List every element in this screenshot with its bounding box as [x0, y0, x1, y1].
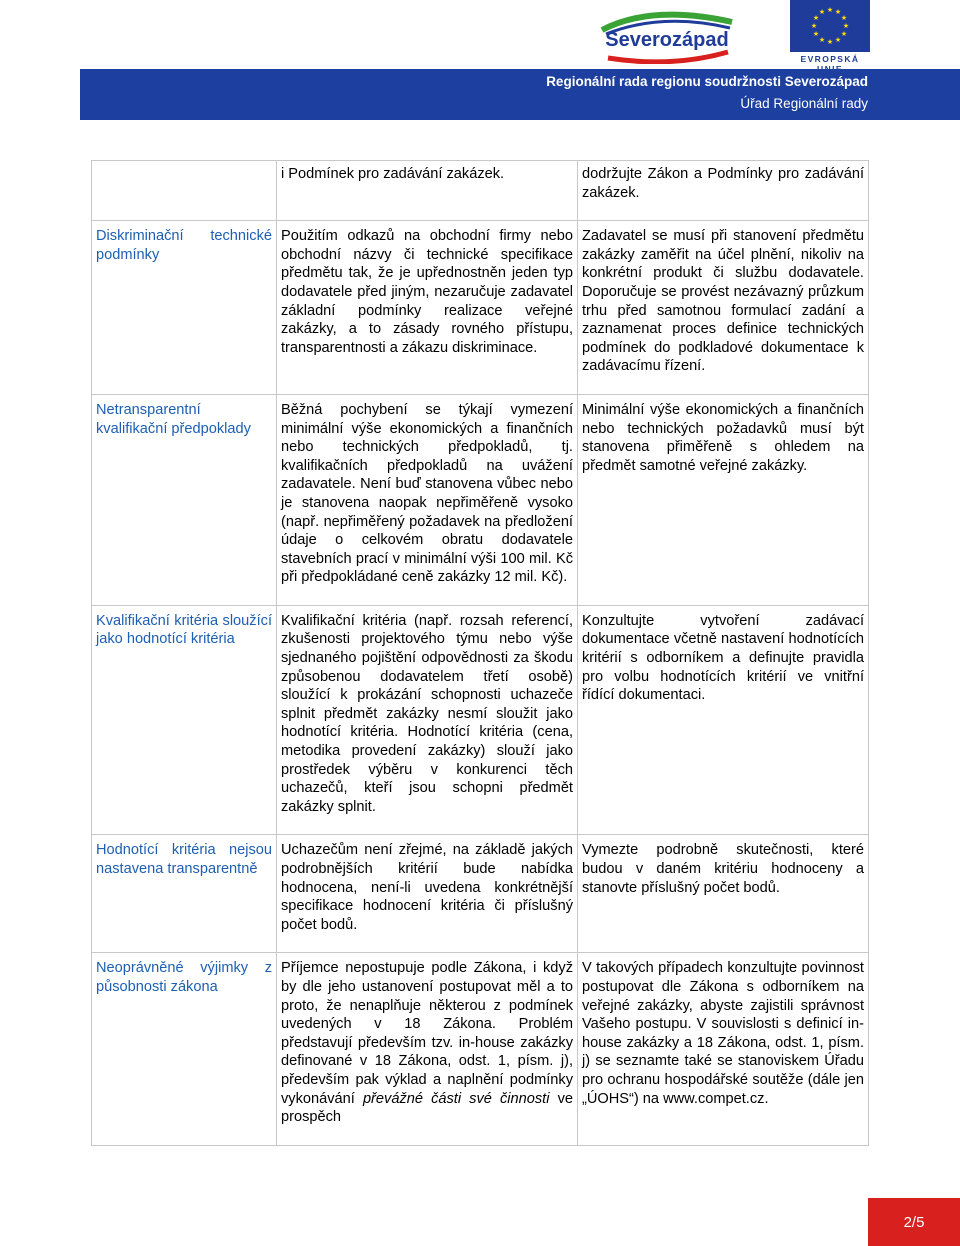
- svg-text:★: ★: [818, 8, 826, 16]
- svg-text:★: ★: [840, 30, 848, 38]
- row-description: [277, 953, 578, 1145]
- row-recommendation: dodržujte Zákon a Podmínky pro zadávání zakázek.: [578, 161, 869, 221]
- page-number: 2/5: [868, 1198, 960, 1246]
- row-label: Netransparentní kvalifikační předpoklady: [92, 394, 277, 605]
- risk-table: [91, 160, 869, 1146]
- row-label: Kvalifikační kritéria sloužící jako hodnotící kritéria: [92, 605, 277, 835]
- svg-text:★: ★: [834, 36, 842, 44]
- svg-text:★: ★: [834, 8, 842, 16]
- eu-logo: [790, 0, 870, 66]
- row-label: Diskriminační technické podmínky: [92, 221, 277, 395]
- row-description: Kvalifikační kritéria (např. rozsah referencí, zkušenosti projektového týmu nebo výše sjednaného pojištění odpovědnosti za škodu způsobenou dodavatelem třetí osobě) sloužící k prokázání schopnosti uchazeče splnit předmět zakázky nesmí sloužit jako hodnotící kritéria. Hodnotící kritéria (cena, metodika provedení zakázky) slouží jako prostředek výběru v konkurenci těch uchazečů, kteří jsou schopni předmět zakázky splnit.: [277, 605, 578, 835]
- row-label: Neoprávněné výjimky z působnosti zákona: [92, 953, 277, 1145]
- table-row: [92, 605, 869, 835]
- row-description: Běžná pochybení se týkají vymezení minimální výše ekonomických a finančních nebo technických předpokladů, tj. kvalifikačních předpokladů na uvážení zadavatele. Není buď stanovena vůbec nebo je stanovena naopak nepřiměřeně vysoko (např. nepřiměřený požadavek na předložení údaje o celkovém obratu dodavatele stavebních prací v minimální výši 100 mil. Kč při předpokládané ceně zakázky 12 mil. Kč).: [277, 394, 578, 605]
- table-row: [92, 221, 869, 395]
- row-recommendation: V takových případech konzultujte povinnost postupovat dle Zákona s odborníkem na veřejné zakázky, abyste zajistili správnost Vašeho postupu. V souvislosti s definicí in-house zakázky a 18 Zákona, odst. 1, písm. j) se seznamte také se stanoviskem Úřadu pro ochranu hospodářské soutěže (dále jen „ÚOHS“) na www.compet.cz.: [578, 953, 869, 1145]
- table-row: [92, 161, 869, 221]
- row-label: [92, 161, 277, 221]
- svg-text:★: ★: [826, 38, 834, 46]
- svg-text:★: ★: [840, 14, 848, 22]
- svg-text:★: ★: [810, 22, 818, 30]
- table-row: [92, 953, 869, 1145]
- row-description: Uchazečům není zřejmé, na základě jakých podrobnějších kritérií bude nabídka hodnocena, není-li uvedena konkrétnější specifikace hodnocení kritéria či příslušný počet bodů.: [277, 835, 578, 953]
- row-recommendation: Zadavatel se musí při stanovení předmětu zakázky zaměřit na účel plnění, nikoliv na konkrétní produkt či službu dodavatele. Doporučuje se provést nezávazný průzkum trhu před samotnou formulací zadání a zaznamenat proces definice technických podmínek do podkladové dokumentace k zadávacímu řízení.: [578, 221, 869, 395]
- row-description: Použitím odkazů na obchodní firmy nebo obchodní názvy či technické specifikace předmětu tak, že je upřednostněn jeden typ dodavatele před jiným, nezaručuje zadavatel základní podmínky realizace veřejné zakázky, a to zásady rovného přístupu, transparentnosti a zákazu diskriminace.: [277, 221, 578, 395]
- description-italic: převážné části své činnosti: [362, 1090, 550, 1107]
- row-description: i Podmínek pro zadávání zakázek.: [277, 161, 578, 221]
- row-label: Hodnotící kritéria nejsou nastavena transparentně: [92, 835, 277, 953]
- table-row: [92, 394, 869, 605]
- row-recommendation: Konzultujte vytvoření zadávací dokumentace včetně nastavení hodnotících kritérií s odborníkem a definujte pravidla pro volbu hodnotících kritérií ve vnitřní řídící dokumentaci.: [578, 605, 869, 835]
- svg-text:★: ★: [842, 22, 850, 30]
- svg-text:★: ★: [826, 6, 834, 14]
- row-recommendation: Minimální výše ekonomických a finančních nebo technických požadavků musí být stanovena přiměřeně s ohledem na předmět samotné veřejné zakázky.: [578, 394, 869, 605]
- page-header: [0, 0, 960, 120]
- svg-text:★: ★: [812, 14, 820, 22]
- svg-text:★: ★: [818, 36, 826, 44]
- severozapad-logo: [592, 8, 742, 64]
- logo-text: Severozápad: [605, 29, 729, 51]
- header-subtitle: Úřad Regionální rady: [740, 96, 868, 111]
- table-row: [92, 835, 869, 953]
- eu-flag-icon: [790, 0, 870, 52]
- eu-caption: EVROPSKÁ: [800, 54, 860, 64]
- description-text: Příjemce nepostupuje podle Zákona, i když by dle jeho ustanovení postupovat měl a to proto, že nenaplňuje některou z podmínek uvedených v 18 Zákona. Problém představují především tzv. in-house zakázky definované v 18 Zákona, odst. 1, písm. j), především pak výklad a naplnění podmínky vykonávání: [281, 960, 573, 1107]
- header-title: Regionální rada regionu soudržnosti Severozápad: [546, 74, 868, 89]
- description-end: ve prospěch: [281, 1090, 573, 1126]
- svg-text:★: ★: [812, 30, 820, 38]
- row-recommendation: Vymezte podrobně skutečnosti, které budou v daném kritériu hodnoceny a stanovte příslušný počet bodů.: [578, 835, 869, 953]
